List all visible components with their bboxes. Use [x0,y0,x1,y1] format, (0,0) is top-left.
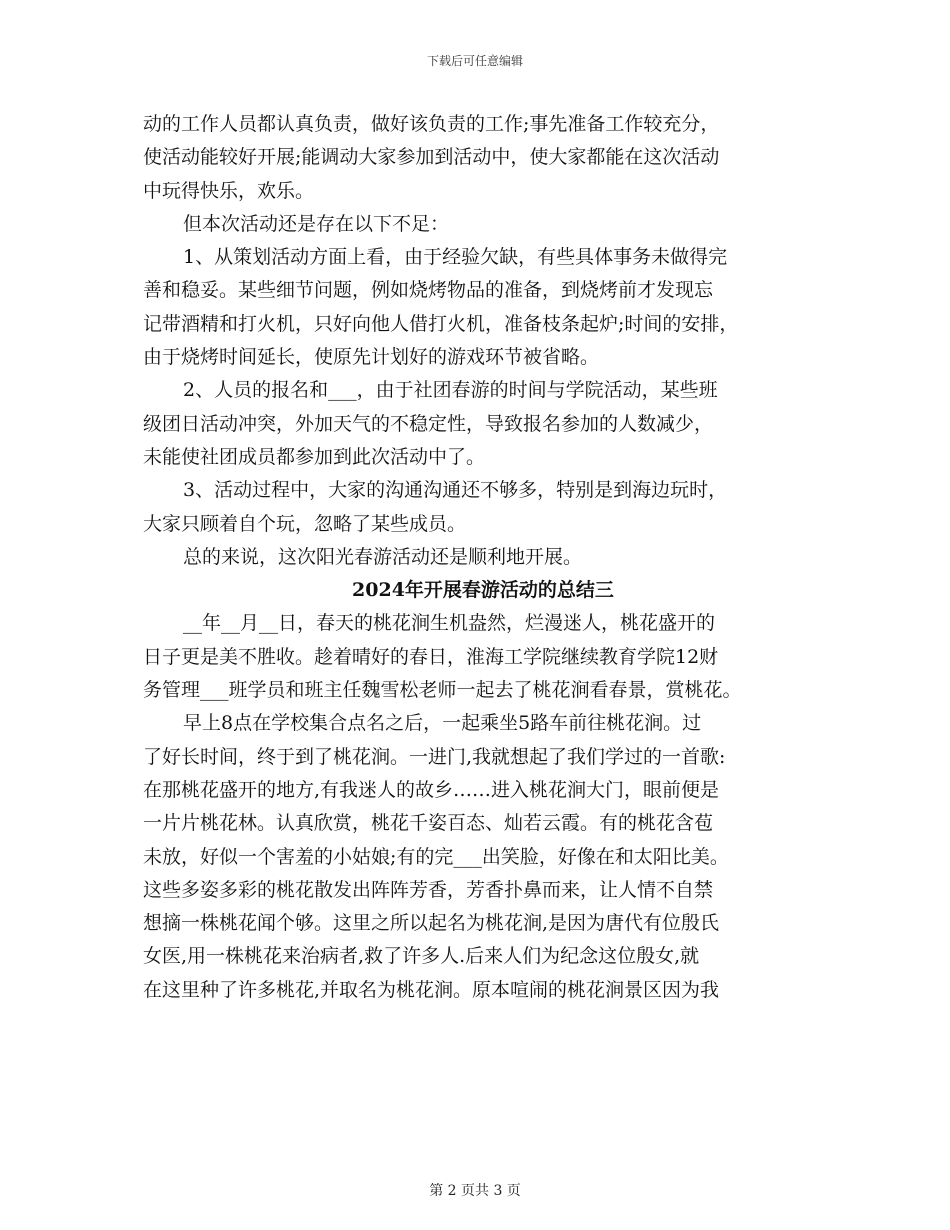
body-line: 大家只顾着自个玩，忽略了某些成员。 [143,512,467,535]
document-body [143,108,823,1007]
body-line: 在那桃花盛开的地方,有我迷人的故乡……进入桃花涧大门，眼前便是 [143,778,720,801]
body-line: 女医,用一株桃花来治病者,救了许多人.后来人们为纪念这位殷女,就 [143,945,700,968]
body-line: 善和稳妥。某些细节问题，例如烧烤物品的准备，到烧烤前才发现忘 [143,279,714,302]
paragraph-start: 总的来说，这次阳光春游活动还是顺利地开展。 [183,545,583,568]
body-line: 未放，好似一个害羞的小姑娘;有的完___出笑脸，好像在和太阳比美。 [143,845,729,868]
body-line: 务管理___班学员和班主任魏雪松老师一起去了桃花涧看春景，赏桃花。 [143,679,742,702]
body-line: 中玩得快乐，欢乐。 [143,179,315,202]
body-line: 想摘一株桃花闻个够。这里之所以起名为桃花涧,是因为唐代有位殷氏 [143,912,720,935]
paragraph-start: 但本次活动还是存在以下不足： [183,212,450,235]
body-line: 级团日活动冲突，外加天气的不稳定性，导致报名参加的人数减少， [143,412,714,435]
body-line: 了好长时间，终于到了桃花涧。一进门,我就想起了我们学过的一首歌: [143,745,726,768]
body-line: 在这里种了许多桃花,并取名为桃花涧。原本喧闹的桃花涧景区因为我 [143,978,720,1001]
paragraph-start: __年__月__日，春天的桃花涧生机盎然，烂漫迷人，桃花盛开的 [183,612,716,635]
page-header: 下载后可任意编辑 [426,54,523,68]
paragraph-start: 1、从策划活动方面上看，由于经验欠缺，有些具体事务未做得完 [183,246,728,269]
body-line: 记带酒精和打火机，只好向他人借打火机，准备枝条起炉;时间的安排， [143,312,739,335]
paragraph-start: 早上8点在学校集合点名之后，一起乘坐5路车前往桃花涧。过 [183,712,702,735]
body-line: 一片片桃花林。认真欣赏，桃花千姿百态、灿若云霞。有的桃花含苞 [143,812,714,835]
body-line: 未能使社团成员都参加到此次活动中了。 [143,445,486,468]
paragraph-start: 3、活动过程中，大家的沟通沟通还不够多，特别是到海边玩时， [183,479,728,502]
body-line: 这些多姿多彩的桃花散发出阵阵芳香，芳香扑鼻而来，让人情不自禁 [143,878,714,901]
page-footer: 第 2 页共 3 页 [429,1183,521,1199]
body-line: 动的工作人员都认真负责，做好该负责的工作;事先准备工作较充分， [143,113,720,135]
section-title: 2024年开展春游活动的总结三 [352,579,614,602]
paragraph-start: 2、人员的报名和___，由于社团春游的时间与学院活动，某些班 [183,379,718,402]
body-line: 使活动能较好开展;能调动大家参加到活动中，使大家都能在这次活动 [143,146,720,169]
body-line: 日子更是美不胜收。趁着晴好的春日，淮海工学院继续教育学院12财 [143,645,719,668]
body-line: 由于烧烤时间延长，使原先计划好的游戏环节被省略。 [143,346,600,369]
